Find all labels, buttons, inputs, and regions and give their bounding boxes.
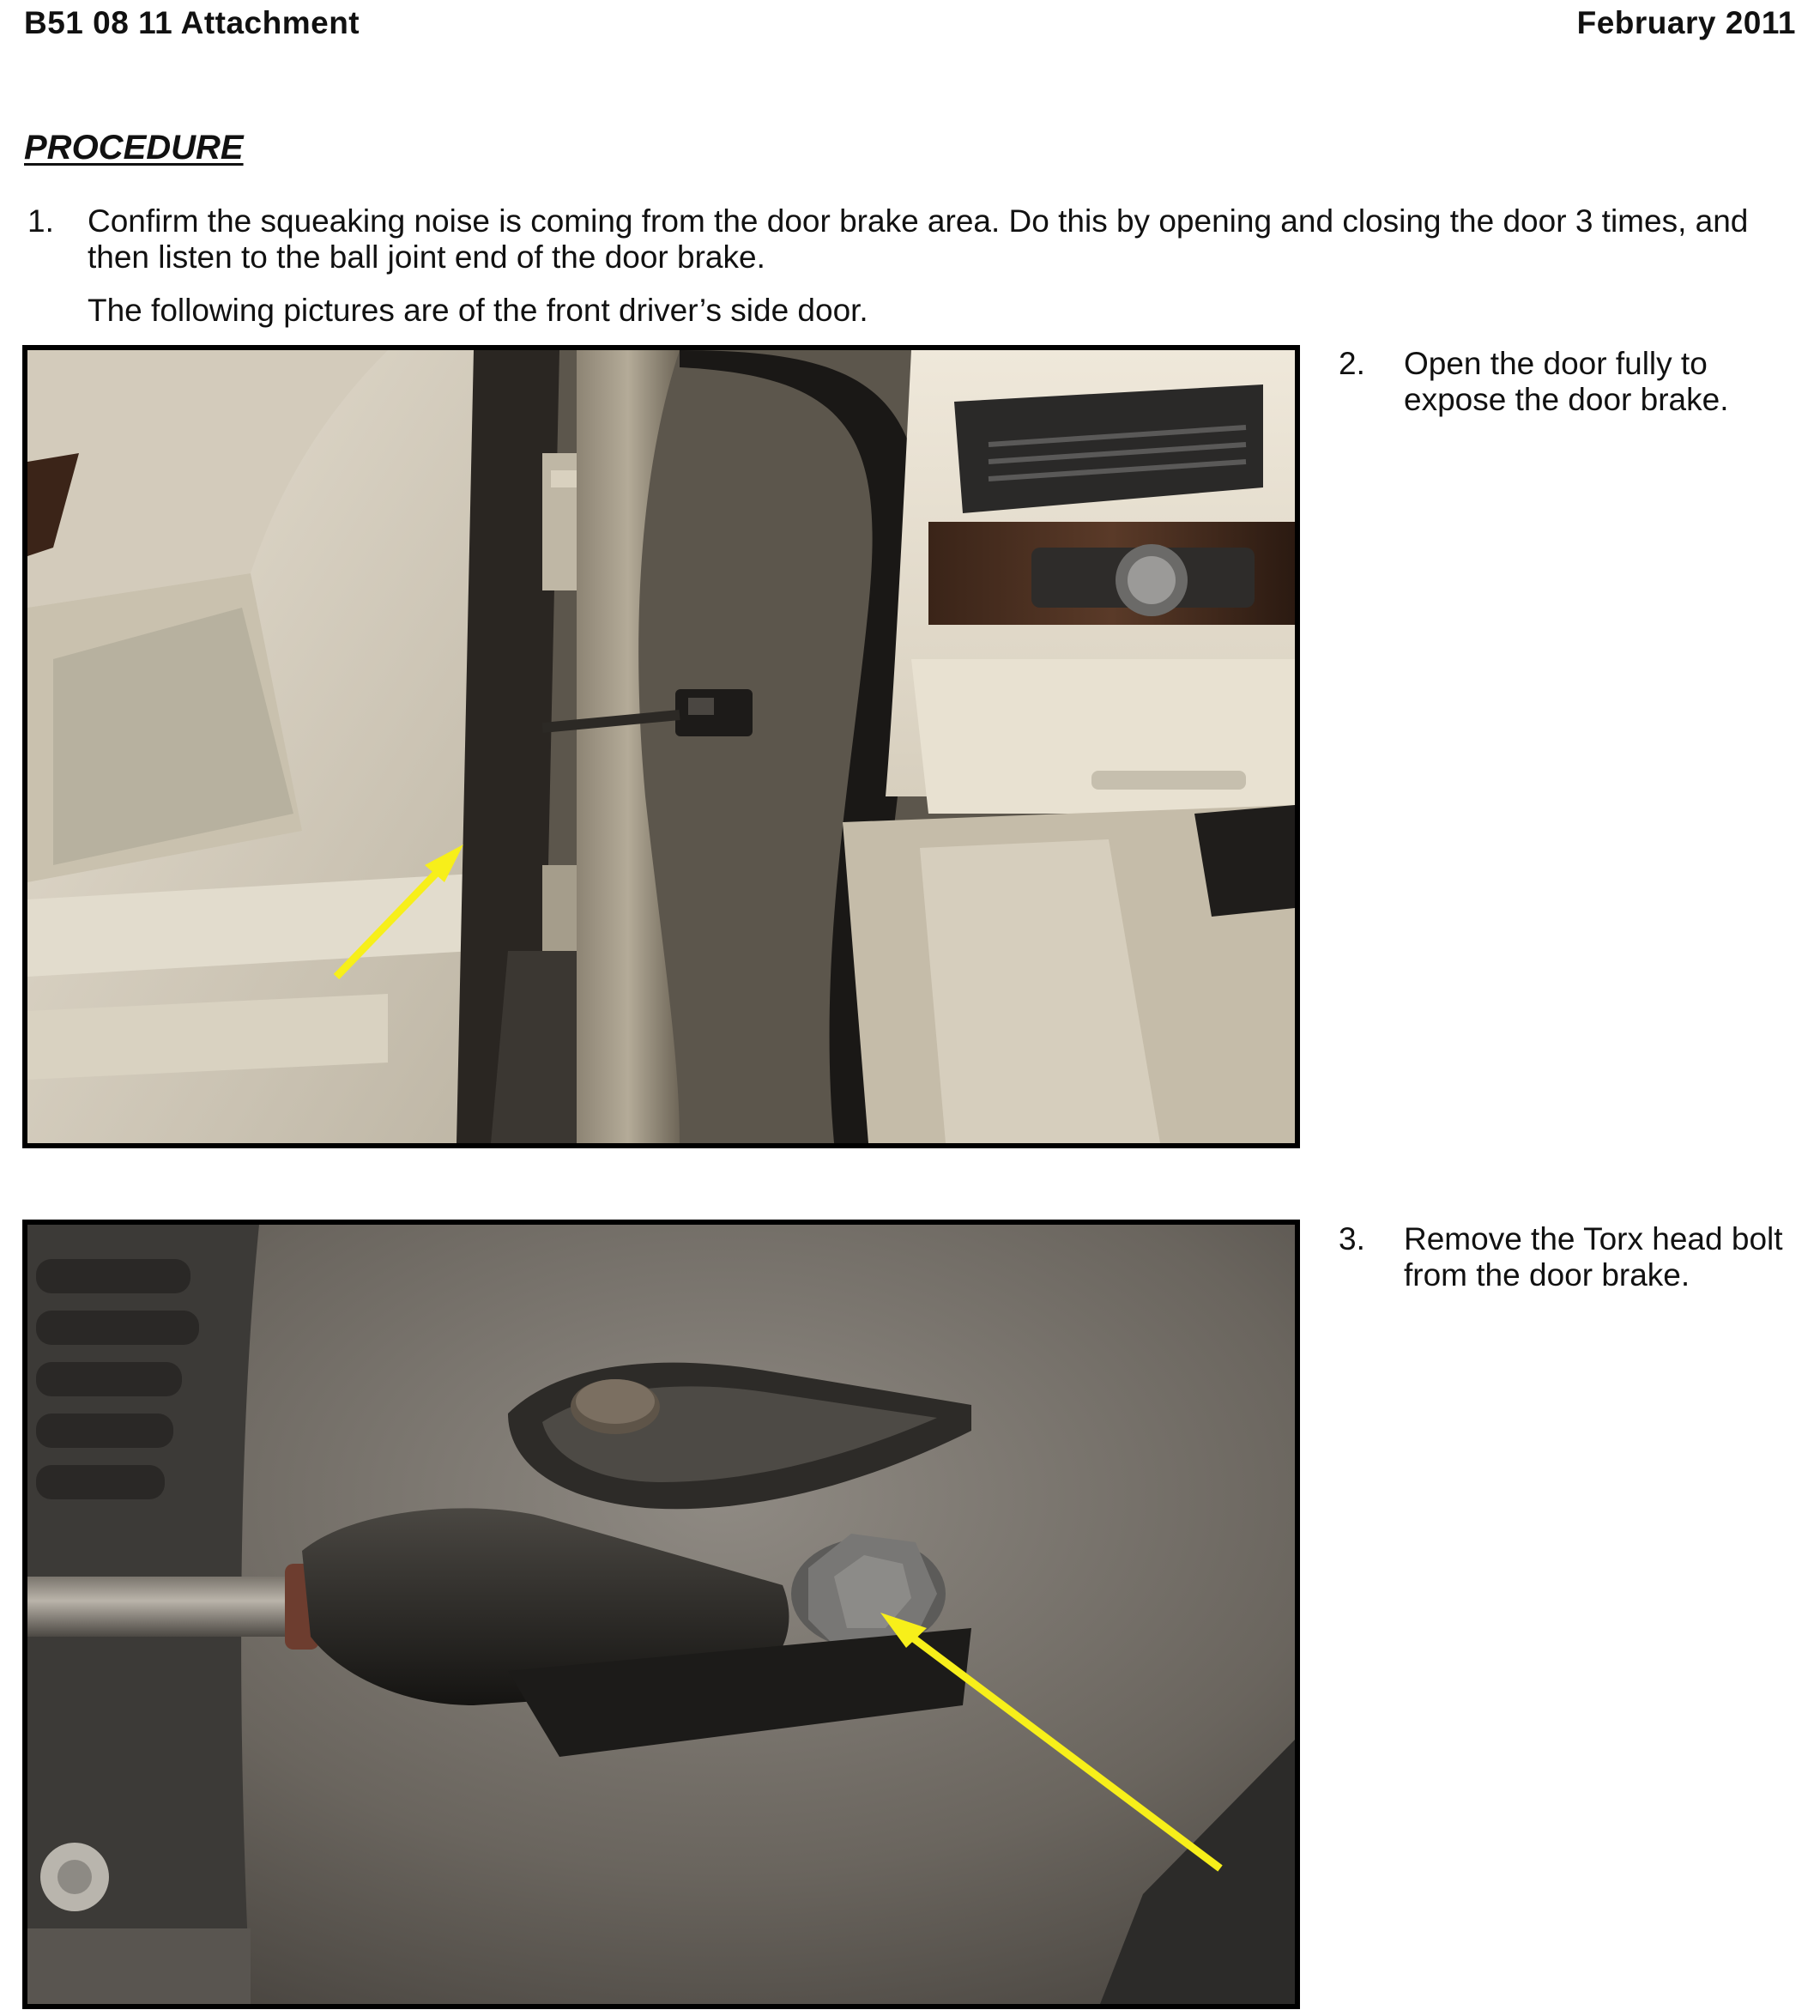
step-3-number: 3. [1339,1221,1365,1256]
door-brake-closeup-illustration [27,1225,1295,2004]
document-id: B51 08 11 Attachment [24,5,360,40]
door-open-photo [22,345,1300,1148]
door-brake-closeup-photo [22,1220,1300,2009]
step-1-note: The following pictures are of the front driver’s side door. [88,293,868,328]
door-open-illustration [27,350,1295,1143]
step-1-text: Confirm the squeaking noise is coming from the door brake area. Do this by opening and closing the door 3 times, and then listen to the ball joint end of the door brake. [88,203,1749,275]
step-2-number: 2. [1339,346,1365,381]
section-heading: PROCEDURE [24,129,244,166]
step-2-text: Open the door fully to expose the door brake. [1404,346,1729,417]
step-3-text: Remove the Torx head bolt from the door brake. [1404,1221,1783,1293]
document-date: February 2011 [1576,5,1796,40]
step-1-number: 1. [27,203,54,239]
